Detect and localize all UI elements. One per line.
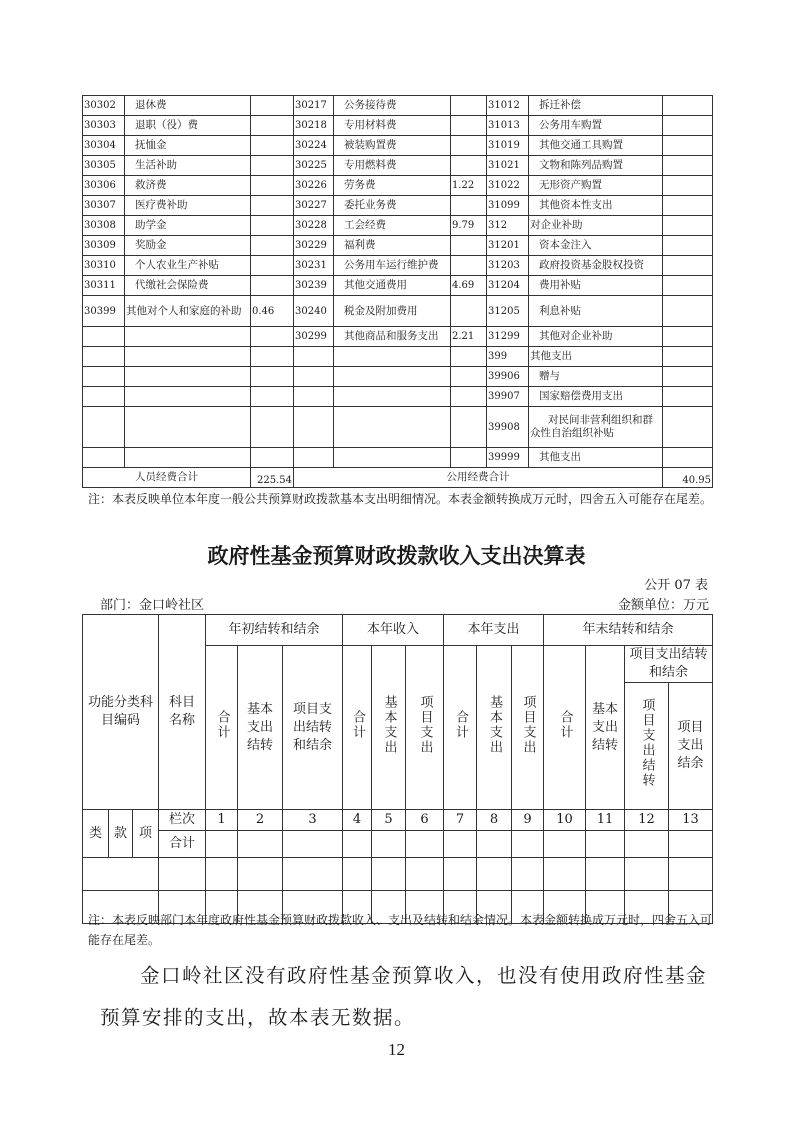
name-2: 劳务费: [334, 176, 451, 196]
amount-2: [451, 387, 487, 407]
code-2: 30239: [294, 276, 334, 296]
header-end-total: 合计: [544, 646, 586, 810]
page-number: 12: [388, 1040, 405, 1059]
table-row: [83, 96, 713, 116]
table-row: [83, 296, 713, 327]
header-begin-basic: 基本支出结转: [238, 646, 283, 810]
amount-3: [663, 387, 713, 407]
code-2: 30228: [294, 216, 334, 236]
amount-2: [451, 367, 487, 387]
amount-1: [251, 327, 294, 347]
name-3: 其他支出: [529, 347, 663, 367]
amount-2: [451, 407, 487, 448]
code-1: 30305: [83, 156, 125, 176]
code-3: 31205: [487, 296, 529, 327]
code-2: 30231: [294, 256, 334, 276]
code-1: 30302: [83, 96, 125, 116]
code-2: [294, 448, 334, 468]
name-3: 其他资本性支出: [529, 196, 663, 216]
empty-cell: [206, 858, 238, 891]
sum-label: 合计: [159, 831, 206, 858]
table-row: [83, 216, 713, 236]
code-3: 31021: [487, 156, 529, 176]
header-end-project-carry: 项目支出结转: [625, 683, 669, 810]
name-2: [334, 367, 451, 387]
col-number: 3: [283, 810, 343, 831]
amount-3: [663, 347, 713, 367]
amount-3: [663, 196, 713, 216]
code-3: 31204: [487, 276, 529, 296]
table-row: [83, 327, 713, 347]
amount-unit-label: 金额单位：万元: [617, 598, 709, 613]
code-1: 30304: [83, 136, 125, 156]
header-income-total: 合计: [343, 646, 372, 810]
sum-cell: [343, 831, 372, 858]
name-1: [125, 387, 251, 407]
header-kuan: 款: [109, 810, 133, 858]
header-group-end: 年末结转和结余: [544, 615, 713, 646]
name-1: 生活补助: [125, 156, 251, 176]
col-index-label: 栏次: [159, 810, 206, 831]
name-1: 奖励金: [125, 236, 251, 256]
col-number: 6: [406, 810, 444, 831]
public-total-value: 40.95: [663, 468, 713, 488]
amount-2: [451, 96, 487, 116]
empty-cell: [586, 858, 625, 891]
empty-code-cell: [83, 858, 159, 891]
code-1: 30309: [83, 236, 125, 256]
name-2: 专用材料费: [334, 116, 451, 136]
col-number: 5: [372, 810, 406, 831]
code-1: 30399: [83, 296, 125, 327]
header-group-begin: 年初结转和结余: [206, 615, 343, 646]
amount-3: [663, 156, 713, 176]
empty-cell: [159, 858, 206, 891]
amount-1: [251, 136, 294, 156]
table-row: [83, 256, 713, 276]
name-2: 公务用车运行维护费: [334, 256, 451, 276]
empty-cell: [544, 858, 586, 891]
code-2: [294, 407, 334, 448]
amount-1: 0.46: [251, 296, 294, 327]
sum-cell: [406, 831, 444, 858]
public-total-label: 公用经费合计: [294, 468, 663, 488]
header-group-expense: 本年支出: [444, 615, 544, 646]
col-number: 7: [444, 810, 477, 831]
header-xiang: 项: [133, 810, 159, 858]
amount-2: [451, 116, 487, 136]
code-2: 30299: [294, 327, 334, 347]
name-3: 国家赔偿费用支出: [529, 387, 663, 407]
code-3: 31203: [487, 256, 529, 276]
amount-3: [663, 96, 713, 116]
name-2: [334, 347, 451, 367]
code-3: 31201: [487, 236, 529, 256]
code-2: [294, 367, 334, 387]
code-2: 30229: [294, 236, 334, 256]
code-1: 30311: [83, 276, 125, 296]
code-2: 30226: [294, 176, 334, 196]
name-1: 代缴社会保险费: [125, 276, 251, 296]
code-2: 30225: [294, 156, 334, 176]
government-fund-table: [82, 614, 713, 924]
sum-cell: [586, 831, 625, 858]
name-3: 资本金注入: [529, 236, 663, 256]
table-row: [83, 236, 713, 256]
code-1: [83, 367, 125, 387]
header-expense-project: 项目支出: [512, 646, 544, 810]
code-1: [83, 387, 125, 407]
code-1: [83, 448, 125, 468]
header-end-basic: 基本支出结转: [586, 646, 625, 810]
name-1: 助学金: [125, 216, 251, 236]
col-number: 13: [669, 810, 713, 831]
sum-cell: [283, 831, 343, 858]
amount-2: [451, 236, 487, 256]
amount-3: [663, 216, 713, 236]
empty-cell: [625, 858, 669, 891]
amount-3: [663, 276, 713, 296]
amount-1: [251, 367, 294, 387]
name-3: 文物和陈列品购置: [529, 156, 663, 176]
empty-cell: [477, 858, 512, 891]
amount-1: [251, 407, 294, 448]
amount-2: 1.22: [451, 176, 487, 196]
amount-2: [451, 156, 487, 176]
code-3: 39906: [487, 367, 529, 387]
code-3: 31099: [487, 196, 529, 216]
header-func-code: 功能分类科目编码: [83, 615, 159, 810]
col-number: 12: [625, 810, 669, 831]
header-subject-name: 科目名称: [159, 615, 206, 810]
empty-cell: [406, 858, 444, 891]
amount-3: [663, 256, 713, 276]
table-row: [83, 276, 713, 296]
amount-2: [451, 256, 487, 276]
col-number: 2: [238, 810, 283, 831]
name-3: 其他对企业补助: [529, 327, 663, 347]
sum-cell: [444, 831, 477, 858]
code-1: 30306: [83, 176, 125, 196]
code-1: [83, 327, 125, 347]
amount-2: [451, 196, 487, 216]
table-row: [83, 448, 713, 468]
name-2: [334, 387, 451, 407]
amount-3: [663, 176, 713, 196]
sum-cell: [512, 831, 544, 858]
code-2: [294, 387, 334, 407]
code-1: [83, 347, 125, 367]
table-row: [83, 176, 713, 196]
code-3: 399: [487, 347, 529, 367]
name-3: 对企业补助: [529, 216, 663, 236]
code-3: 31299: [487, 327, 529, 347]
table-row: [83, 407, 713, 448]
empty-cell: [444, 858, 477, 891]
table-row: [83, 347, 713, 367]
code-3: 39907: [487, 387, 529, 407]
header-group-income: 本年收入: [343, 615, 444, 646]
amount-3: [663, 367, 713, 387]
code-2: 30240: [294, 296, 334, 327]
amount-2: 9.79: [451, 216, 487, 236]
personnel-total-value: 225.54: [251, 468, 294, 488]
name-2: 福利费: [334, 236, 451, 256]
code-3: 39999: [487, 448, 529, 468]
header-begin-total: 合计: [206, 646, 238, 810]
amount-3: [663, 407, 713, 448]
amount-1: [251, 347, 294, 367]
table-row: [83, 196, 713, 216]
code-1: 30307: [83, 196, 125, 216]
name-3: 赠与: [529, 367, 663, 387]
name-2: 其他商品和服务支出: [334, 327, 451, 347]
name-1: 退职（役）费: [125, 116, 251, 136]
amount-3: [663, 236, 713, 256]
name-1: [125, 448, 251, 468]
amount-3: [663, 448, 713, 468]
empty-cell: [512, 858, 544, 891]
code-2: 30217: [294, 96, 334, 116]
table-row: [83, 387, 713, 407]
table-row: [83, 136, 713, 156]
sum-cell: [544, 831, 586, 858]
name-1: 医疗费补助: [125, 196, 251, 216]
amount-1: [251, 236, 294, 256]
amount-3: [663, 296, 713, 327]
code-3: 31012: [487, 96, 529, 116]
name-1: 个人农业生产补贴: [125, 256, 251, 276]
amount-1: [251, 116, 294, 136]
name-2: 委托业务费: [334, 196, 451, 216]
amount-1: [251, 196, 294, 216]
table-number: 公开 07 表: [644, 578, 708, 593]
col-number: 4: [343, 810, 372, 831]
sum-cell: [372, 831, 406, 858]
code-1: 30308: [83, 216, 125, 236]
col-number: 1: [206, 810, 238, 831]
name-2: 公务接待费: [334, 96, 451, 116]
amount-1: [251, 216, 294, 236]
empty-row: [83, 858, 713, 891]
sum-cell: [669, 831, 713, 858]
name-2: 其他交通费用: [334, 276, 451, 296]
explanation-paragraph: 金口岭社区没有政府性基金预算收入，也没有使用政府性基金预算安排的支出，故本表无数据。: [100, 964, 708, 1029]
sum-cell: [206, 831, 238, 858]
amount-2: [451, 347, 487, 367]
name-3: 其他支出: [529, 448, 663, 468]
col-number: 8: [477, 810, 512, 831]
table-row: [83, 116, 713, 136]
header-lei: 类: [83, 810, 109, 858]
sum-cell: [625, 831, 669, 858]
name-3: 无形资产购置: [529, 176, 663, 196]
name-1: [125, 327, 251, 347]
name-1: 退休费: [125, 96, 251, 116]
amount-2: 2.21: [451, 327, 487, 347]
code-3: 31013: [487, 116, 529, 136]
amount-3: [663, 136, 713, 156]
table-note: 注：本表反映单位本年度一般公共预算财政拨款基本支出明细情况。本表金额转换成万元时，四舍五入可能存在尾差。: [88, 492, 713, 506]
sum-cell: [238, 831, 283, 858]
basic-expense-detail-table: [82, 95, 713, 488]
code-3: 31022: [487, 176, 529, 196]
code-3: 39908: [487, 407, 529, 448]
amount-3: [663, 116, 713, 136]
amount-1: [251, 448, 294, 468]
code-1: 30303: [83, 116, 125, 136]
table-row: [83, 367, 713, 387]
code-3: 312: [487, 216, 529, 236]
empty-cell: [283, 858, 343, 891]
name-1: [125, 347, 251, 367]
name-3: 政府投资基金股权投资: [529, 256, 663, 276]
name-3: 公务用车购置: [529, 116, 663, 136]
amount-2: [451, 296, 487, 327]
code-1: 30310: [83, 256, 125, 276]
amount-2: [451, 136, 487, 156]
name-3: 利息补贴: [529, 296, 663, 327]
col-number: 11: [586, 810, 625, 831]
code-2: [294, 347, 334, 367]
amount-1: [251, 96, 294, 116]
amount-2: 4.69: [451, 276, 487, 296]
name-2: [334, 448, 451, 468]
header-begin-project: 项目支出结转和结余: [283, 646, 343, 810]
empty-cell: [372, 858, 406, 891]
table-row: [83, 156, 713, 176]
empty-cell: [343, 858, 372, 891]
code-3: 31019: [487, 136, 529, 156]
code-2: 30224: [294, 136, 334, 156]
name-3: 费用补贴: [529, 276, 663, 296]
name-2: 工会经费: [334, 216, 451, 236]
name-2: 税金及附加费用: [334, 296, 451, 327]
section-title: 政府性基金预算财政拨款收入支出决算表: [207, 544, 586, 568]
empty-cell: [238, 858, 283, 891]
code-1: [83, 407, 125, 448]
header-end-project-balance: 项目支出结余: [669, 683, 713, 810]
name-1: [125, 367, 251, 387]
code-2: 30218: [294, 116, 334, 136]
amount-1: [251, 176, 294, 196]
empty-cell: [669, 858, 713, 891]
col-number: 9: [512, 810, 544, 831]
name-1: 其他对个人和家庭的补助: [125, 296, 251, 327]
amount-1: [251, 387, 294, 407]
name-3: 其他交通工具购置: [529, 136, 663, 156]
amount-1: [251, 156, 294, 176]
name-1: [125, 407, 251, 448]
amount-1: [251, 256, 294, 276]
amount-2: [451, 448, 487, 468]
amount-1: [251, 276, 294, 296]
totals-row: [83, 468, 713, 488]
code-2: 30227: [294, 196, 334, 216]
name-3: 对民间非营利组织和群众性自治组织补贴: [529, 407, 663, 448]
sum-cell: [477, 831, 512, 858]
fund-table-note: 注：本表反映部门本年度政府性基金预算财政拨款收入、支出及结转和结余情况。本表金额转换成万元时，四舍五入可能存在尾差。: [88, 913, 713, 947]
name-2: [334, 407, 451, 448]
name-3: 拆迁补偿: [529, 96, 663, 116]
header-expense-basic: 基本支出: [477, 646, 512, 810]
header-expense-total: 合计: [444, 646, 477, 810]
name-2: 专用燃料费: [334, 156, 451, 176]
header-income-project: 项目支出: [406, 646, 444, 810]
col-number: 10: [544, 810, 586, 831]
department-label: 部门：金口岭社区: [100, 598, 205, 613]
name-2: 被装购置费: [334, 136, 451, 156]
name-1: 救济费: [125, 176, 251, 196]
header-income-basic: 基本支出: [372, 646, 406, 810]
header-end-project-group: 项目支出结转和结余: [625, 646, 713, 683]
personnel-total-label: 人员经费合计: [83, 468, 251, 488]
name-1: 抚恤金: [125, 136, 251, 156]
amount-3: [663, 327, 713, 347]
